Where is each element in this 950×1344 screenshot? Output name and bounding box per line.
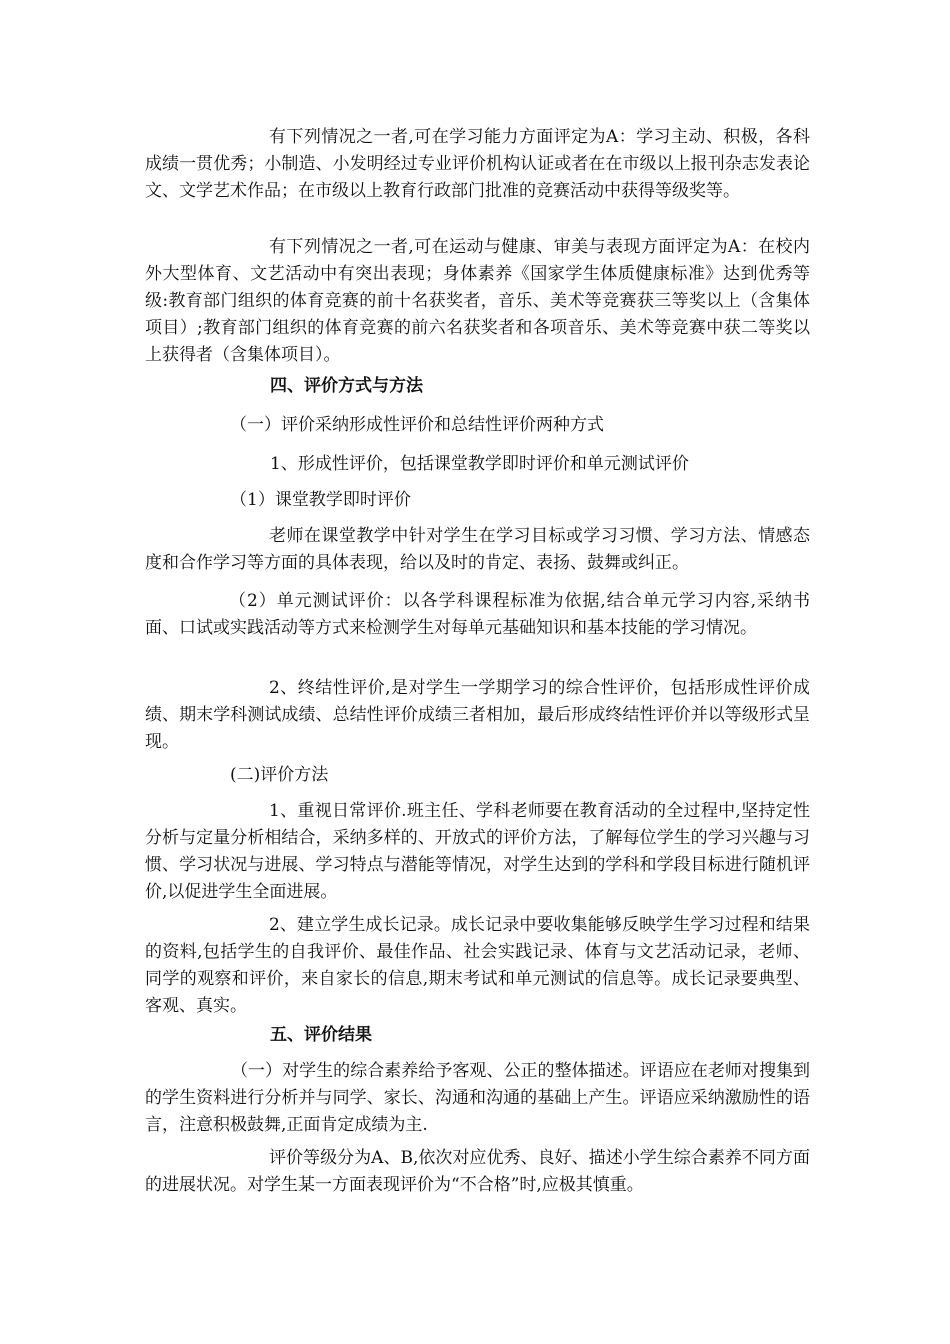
paragraph-sports-arts: 有下列情况之一者,可在运动与健康、审美与表现方面评定为A：在校内外大型体育、文艺活动中有突出表现；身体素养《国家学生体质健康标准》达到优秀等级:教育部门组织的体育竞赛的前十名获奖者，音乐、美术等竞赛获三等奖以上（含集体项目）;教育部门组织的体育竞赛的前六名获奖者和各项音乐、美术等竞赛中获二等奖以上获得者（含集体项目）。 (145, 237, 810, 365)
subheading-evaluation-methods: (二)评价方法 (230, 765, 329, 785)
item-classroom-evaluation: （1）课堂教学即时评价 (230, 490, 411, 510)
subheading-evaluation-modes: （一）评价采纳形成性评价和总结性评价两种方式 (230, 415, 604, 435)
paragraph-daily-evaluation: 1、重视日常评价.班主任、学科老师要在教育活动的全过程中,坚持定性分析与定量分析相结合，采纳多样的、开放式的评价方法，了解每位学生的学习兴趣与习惯、学习状况与进展、学习特点与潜能等情况，对学生达到的学科和学段目标进行随机评价,以促进学生全面进展。 (145, 801, 810, 902)
heading-section-5: 五、评价结果 (270, 1025, 372, 1045)
heading-section-4: 四、评价方式与方法 (270, 376, 423, 396)
paragraph-summative-evaluation: 2、终结性评价,是对学生一学期学习的综合性评价，包括形成性评价成绩、期末学科测试成绩、总结性评价成绩三者相加，最后形成终结性评价并以等级形式呈现。 (145, 678, 810, 752)
paragraph-classroom-evaluation: 老师在课堂教学中针对学生在学习目标或学习习惯、学习方法、情感态度和合作学习等方面的具体表现，给以及时的肯定、表扬、鼓舞或纠正。 (145, 526, 810, 573)
paragraph-unit-test: （2）单元测试评价：以各学科课程标准为依据,结合单元学习内容,采纳书面、口试或实践活动等方式来检测学生对每单元基础知识和基本技能的学习情况。 (145, 591, 810, 638)
item-formative-evaluation: 1、形成性评价，包括课堂教学即时评价和单元测试评价 (270, 454, 689, 474)
paragraph-grade-levels: 评价等级分为A、B,依次对应优秀、良好、描述小学生综合素养不同方面的进展状况。对学生某一方面表现评价为“不合格”时,应极其慎重。 (145, 1148, 810, 1195)
paragraph-overall-description: （一）对学生的综合素养给予客观、公正的整体描述。评语应在老师对搜集到的学生资料进行分析并与同学、家长、沟通和沟通的基础上产生。评语应采纳激励性的语言，注意积极鼓舞,正面肯定成绩为主. (145, 1061, 810, 1135)
paragraph-growth-record: 2、建立学生成长记录。成长记录中要收集能够反映学生学习过程和结果的资料,包括学生的自我评价、最佳作品、社会实践记录、体育与文艺活动记录，老师、同学的观察和评价，来自家长的信息,期末考试和单元测试的信息等。成长记录要典型、客观、真实。 (145, 915, 810, 1016)
paragraph-learning-ability: 有下列情况之一者,可在学习能力方面评定为A：学习主动、积极，各科成绩一贯优秀；小制造、小发明经过专业评价机构认证或者在在市级以上报刊杂志发表论文、文学艺术作品；在市级以上教育行政部门批准的竞赛活动中获得等级奖等。 (145, 127, 810, 201)
